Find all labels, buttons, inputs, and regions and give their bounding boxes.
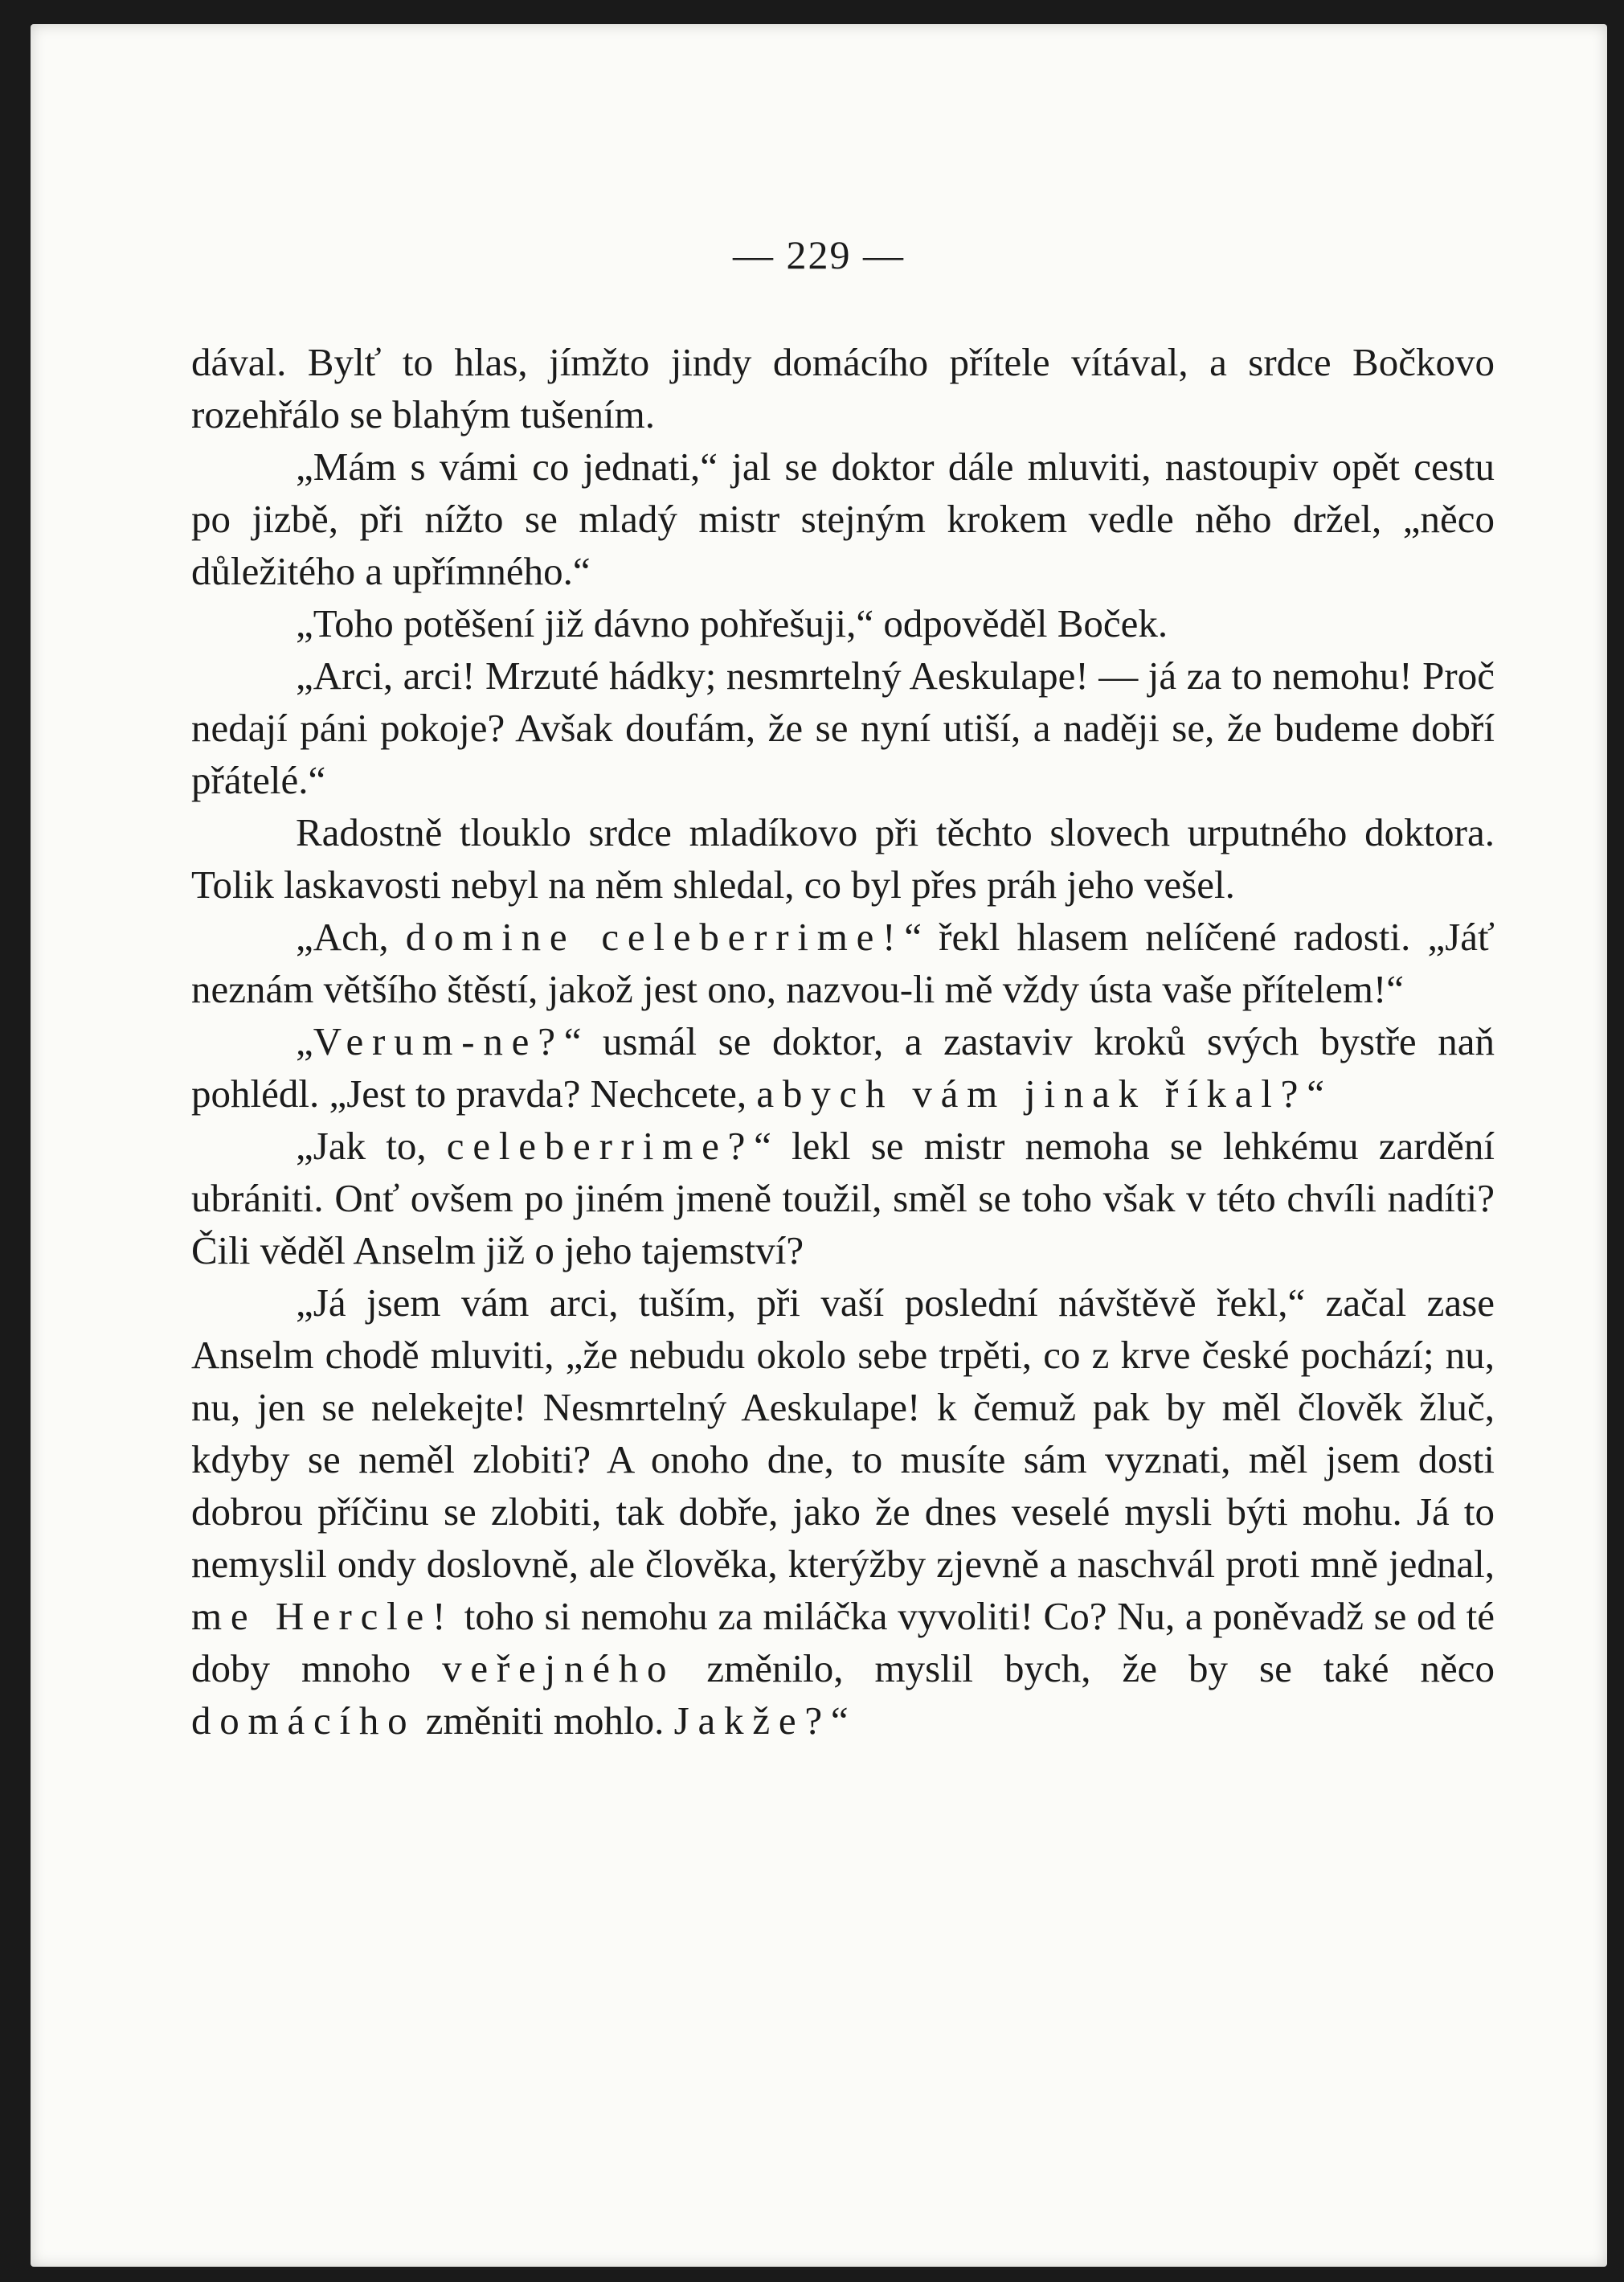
paragraph-5 (191, 806, 1495, 911)
spaced-text-segment: me Hercle! (191, 1594, 455, 1638)
text-segment: „Jak to, (296, 1124, 447, 1168)
text-segment: “ řekl hlasem nelíčené radosti. „Jáť neznám většího štěstí, jakož jest ono, nazvou-li mě vždy ústa vaše přítelem!“ (191, 915, 1495, 1011)
text-segment: dával. Bylť to hlas, jímžto jindy domácího přítele vítával, a srdce Bočkovo rozehřálo se blahým tušením. (191, 340, 1495, 436)
text-segment: změnilo, myslil bych, že by se také něco (675, 1646, 1495, 1690)
text-segment: „ (296, 1019, 313, 1063)
text-segment: “ usmál se doktor, a zastaviv kroků svých bystře naň pohlédl. „Jest to pravda? Nechcete, (191, 1019, 1495, 1116)
text-segment: „Toho potěšení již dávno pohřešuji,“ odpověděl Boček. (296, 601, 1168, 645)
paragraph-2 (191, 440, 1495, 597)
text-segment: toho si nemohu za miláčka vyvoliti! Co? Nu, a poněvadž se od té doby mnoho (191, 1594, 1495, 1690)
paragraph-3 (191, 597, 1495, 649)
text-segment: “ (1307, 1071, 1324, 1116)
paragraph-4 (191, 649, 1495, 806)
text-segment: “ (830, 1698, 849, 1743)
text-segment: Radostně tlouklo srdce mladíkovo při těchto slovech urputného doktora. Tolik laskavosti nebyl na něm shledal, co byl přes práh jeho vešel. (191, 810, 1495, 907)
paragraph-9 (191, 1276, 1495, 1747)
paragraph-8 (191, 1120, 1495, 1276)
body-text (191, 336, 1495, 1747)
text-segment: „Ach, (296, 915, 406, 959)
text-segment: změniti mohlo. (415, 1698, 674, 1743)
page-number: — 229 — (733, 232, 905, 277)
spaced-text-segment: veřejného (442, 1646, 676, 1690)
book-page (31, 24, 1607, 2267)
spaced-text-segment: domine celeberrime! (405, 915, 905, 959)
paragraph-7 (191, 1015, 1495, 1120)
spaced-text-segment: celeberrime? (446, 1124, 755, 1168)
paragraph-6 (191, 911, 1495, 1015)
text-segment: „Mám s vámi co jednati,“ jal se doktor dále mluviti, nastoupiv opět cestu po jizbě, při nížto se mladý mistr stejným krokem vedle něho držel, „něco důležitého a upřímného.“ (191, 445, 1495, 593)
spaced-text-segment: Verum-ne? (313, 1019, 564, 1063)
text-segment: “ lekl se mistr nemoha se lehkému zardění ubrániti. Onť ovšem po jiném jmeně toužil, směl se toho však v této chvíli nadíti? Čili věděl Anselm již o jeho tajemství? (191, 1124, 1495, 1272)
spaced-text-segment: abych vám jinak říkal? (756, 1071, 1307, 1116)
spaced-text-segment: domácího (191, 1698, 416, 1743)
text-segment: „Já jsem vám arci, tuším, při vaší poslední návštěvě řekl,“ začal zase Anselm chodě mluviti, „že nebudu okolo sebe trpěti, co z krve české pochází; nu, nu, jen se nelekejte! Nesmrtelný Aeskulape! k čemuž pak by měl člověk žluč, kdyby se neměl zlobiti? A onoho dne, to musíte sám vyznati, měl jsem dosti dobrou příčinu se zlobiti, tak dobře, jako že dnes veselé mysli býti mohu. Já to nemyslil ondy doslovně, ale člověka, kterýžby zjevně a naschvál proti mně jednal, (191, 1280, 1495, 1586)
paragraph-1 (191, 336, 1495, 440)
text-segment: „Arci, arci! Mrzuté hádky; nesmrtelný Aeskulape! — já za to nemohu! Proč nedají páni pokoje? Avšak doufám, že se nyní utiší, a naději se, že budeme dobří přátelé.“ (191, 653, 1495, 802)
spaced-text-segment: Jakže? (673, 1698, 831, 1743)
